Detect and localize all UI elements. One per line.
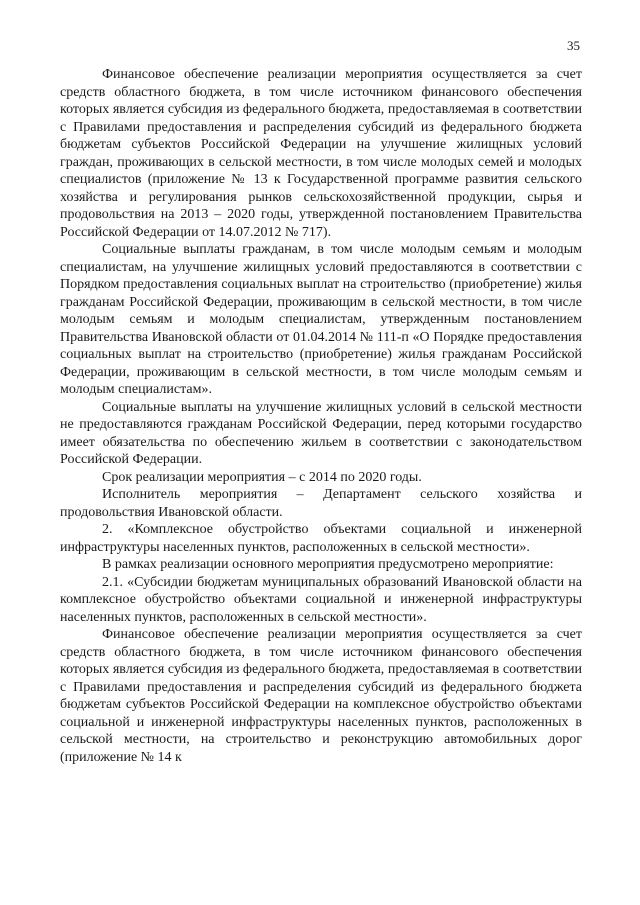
document-body	[60, 66, 582, 766]
paragraph-social-payments: Социальные выплаты гражданам, в том числе молодым семьям и молодым специалистам, на улучшение жилищных условий предоставляются в соответствии с Порядком предоставления социальных выплат на строительство (приобретение) жилья гражданам Российской Федерации, проживающим в сельской местности, в том числе молодым семьям и молодым специалистам, утвержденным постановлением Правительства Ивановской области от 01.04.2014 № 111-п «О Порядке предоставления социальных выплат на строительство (приобретение) жилья гражданам Российской Федерации, проживающим в сельской местности, в том числе молодым семьям и молодым специалистам».	[60, 242, 582, 397]
paragraph-term: Срок реализации мероприятия – с 2014 по 2020 годы.	[102, 469, 422, 485]
paragraph-main-activity-2: 2. «Комплексное обустройство объектами социальной и инженерной инфраструктуры населенных пунктов, расположенных в сельской местности».	[60, 522, 582, 555]
paragraph-financing-housing: Финансовое обеспечение реализации мероприятия осуществляется за счет средств областного бюджета, в том числе источником финансового обеспечения которых является субсидия из федерального бюджета, предоставляемая в соответствии с Правилами предоставления и распределения субсидий из федерального бюджета бюджетам субъектов Российской Федерации на улучшение жилищных условий граждан, проживающих в сельской местности, в том числе молодых семей и молодых специалистов (приложение № 13 к Государственной программе развития сельского хозяйства и регулирования рынков сельскохозяйственной продукции, сырья и продовольствия на 2013 – 2020 годы, утвержденной постановлением Правительства Российской Федерации от 14.07.2012 № 717).	[60, 67, 582, 240]
paragraph-executor: Исполнитель мероприятия – Департамент сельского хозяйства и продовольствия Ивановской области.	[60, 487, 582, 520]
paragraph-financing-infrastructure: Финансовое обеспечение реализации мероприятия осуществляется за счет средств областного бюджета, в том числе источником финансового обеспечения которых является субсидия из федерального бюджета, предоставляемая в соответствии с Правилами предоставления и распределения субсидий из федерального бюджета бюджетам субъектов Российской Федерации на комплексное обустройство объектами социальной и инженерной инфраструктуры населенных пунктов, расположенных в сельской местности, на строительство и реконструкцию автомобильных дорог (приложение № 14 к	[60, 627, 582, 765]
paragraph-payments-exclusion: Социальные выплаты на улучшение жилищных условий в сельской местности не предоставляются гражданам Российской Федерации, перед которыми государство имеет обязательства по обеспечению жильем в соответствии с законодательством Российской Федерации.	[60, 399, 582, 467]
paragraph-activity-2-1: 2.1. «Субсидии бюджетам муниципальных образований Ивановской области на комплексное обустройство объектами социальной и инженерной инфраструктуры населенных пунктов, расположенных в сельской местности».	[60, 574, 582, 625]
page-number: 35	[567, 38, 580, 53]
paragraph-within-framework: В рамках реализации основного мероприятия предусмотрено мероприятие:	[102, 557, 554, 572]
